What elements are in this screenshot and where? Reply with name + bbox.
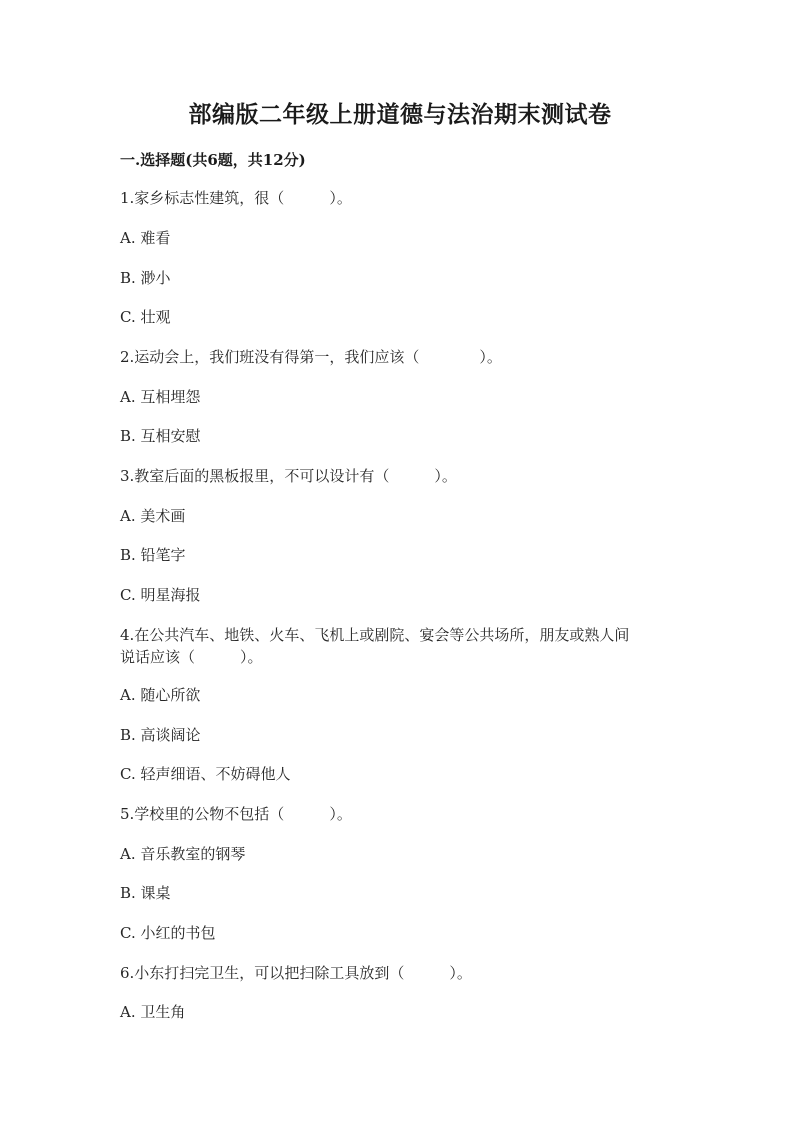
question-1-option-a: A. 难看 <box>120 229 171 247</box>
question-4-option-c: C. 轻声细语、不妨碍他人 <box>120 765 291 783</box>
question-3-option-a: A. 美术画 <box>120 507 186 525</box>
question-4-stem-line-2: 说话应该（ ）。 <box>120 648 263 666</box>
exam-title: 部编版二年级上册道德与法治期末测试卷 <box>188 101 612 128</box>
question-1-option-b: B. 渺小 <box>120 269 171 287</box>
question-6-stem: 6.小东打扫完卫生，可以把扫除工具放到（ ）。 <box>120 964 472 982</box>
question-1-option-c: C. 壮观 <box>120 308 171 326</box>
question-3-option-c: C. 明星海报 <box>120 586 201 604</box>
question-4-stem-line-1: 4.在公共汽车、地铁、火车、飞机上或剧院、宴会等公共场所，朋友或熟人间 <box>120 626 630 644</box>
question-1-stem: 1.家乡标志性建筑，很（ ）。 <box>120 189 352 207</box>
question-5-stem: 5.学校里的公物不包括（ ）。 <box>120 805 352 823</box>
question-2-option-b: B. 互相安慰 <box>120 427 201 445</box>
question-3-option-b: B. 铅笔字 <box>120 546 186 564</box>
question-4-option-b: B. 高谈阔论 <box>120 726 201 744</box>
question-5-option-b: B. 课桌 <box>120 884 171 902</box>
question-5-option-c: C. 小红的书包 <box>120 924 216 942</box>
question-6-option-a: A. 卫生角 <box>120 1003 186 1021</box>
question-5-option-a: A. 音乐教室的钢琴 <box>120 845 246 863</box>
question-3-stem: 3.教室后面的黑板报里，不可以设计有（ ）。 <box>120 467 457 485</box>
question-4-option-a: A. 随心所欲 <box>120 686 201 704</box>
question-2-stem: 2.运动会上，我们班没有得第一，我们应该（ ）。 <box>120 348 502 366</box>
section-heading-multiple-choice: 一.选择题(共6题，共12分) <box>120 151 306 169</box>
question-2-option-a: A. 互相埋怨 <box>120 388 201 406</box>
